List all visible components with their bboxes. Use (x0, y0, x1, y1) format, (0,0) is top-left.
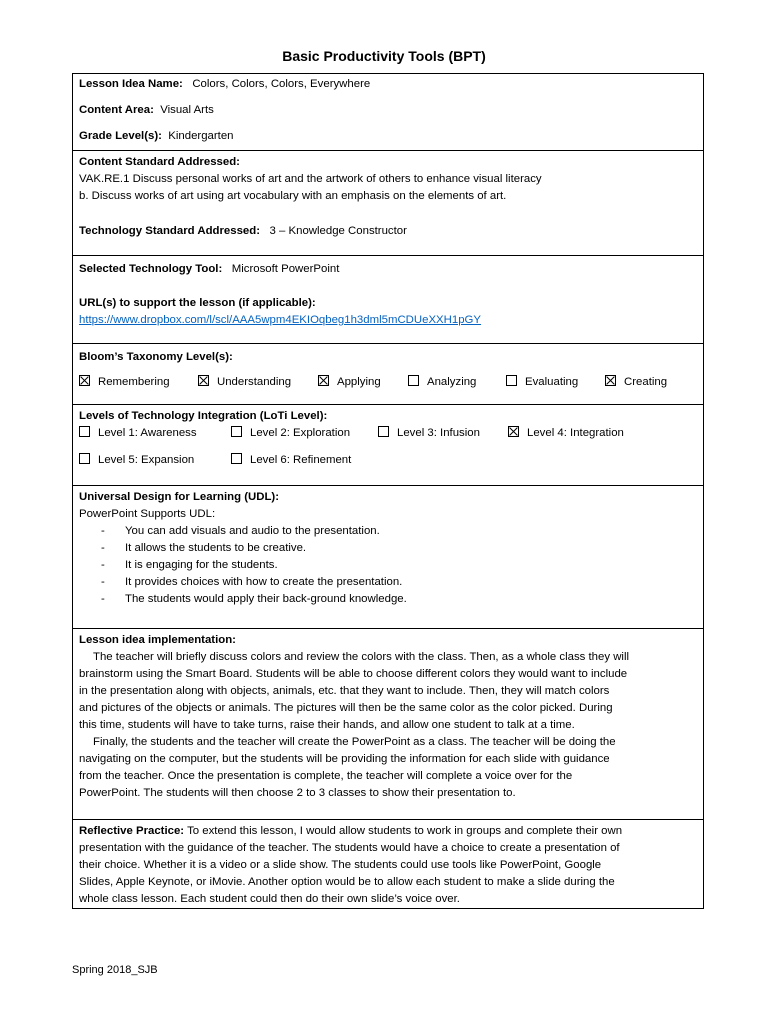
checkbox-icon[interactable] (318, 375, 329, 386)
document-title: Basic Productivity Tools (BPT) (282, 48, 486, 64)
content-standard-line-2: b. Discuss works of art using art vocabulary with an emphasis on the elements of art. (79, 190, 507, 202)
checkbox-icon[interactable] (408, 375, 419, 386)
loti-option-level-1[interactable]: Level 1: Awareness (79, 425, 231, 442)
loti-section (72, 405, 704, 486)
reflective-line: whole class lesson. Each student could then do their own slide’s voice over. (79, 893, 460, 905)
blooms-option-remembering[interactable]: Remembering (79, 374, 198, 391)
checkbox-icon[interactable] (378, 426, 389, 437)
bullet-dash: - (101, 576, 105, 588)
list-item: - It is engaging for the students. (79, 557, 697, 574)
udl-list (79, 523, 697, 608)
blooms-option-analyzing[interactable]: Analyzing (408, 374, 506, 391)
content-area-value: Visual Arts (160, 104, 214, 116)
loti-options-row-1 (79, 425, 697, 442)
implementation-p2-line: Finally, the students and the teacher will create the PowerPoint as a class. The teacher will be doing the (93, 736, 616, 748)
blooms-option-evaluating[interactable]: Evaluating (506, 374, 605, 391)
loti-label: Levels of Technology Integration (LoTi Level): (79, 410, 328, 422)
implementation-label: Lesson idea implementation: (79, 634, 236, 646)
content-standard-line-1: VAK.RE.1 Discuss personal works of art and the artwork of others to enhance visual literacy (79, 173, 542, 185)
loti-option-level-3[interactable]: Level 3: Infusion (378, 425, 508, 442)
implementation-p1-line: in the presentation along with objects, animals, etc. that they want to include. Then, they will match colors (79, 685, 610, 697)
checkbox-icon[interactable] (79, 375, 90, 386)
url-label: URL(s) to support the lesson (if applicable): (79, 297, 316, 309)
tool-section (72, 256, 704, 344)
content-area-label: Content Area: (79, 104, 154, 116)
blooms-option-understanding[interactable]: Understanding (198, 374, 318, 391)
tech-standard-label: Technology Standard Addressed: (79, 225, 261, 237)
tech-standard-value: 3 – Knowledge Constructor (269, 225, 407, 237)
reflective-line: presentation with the guidance of the teacher. The students would have a choice to create a presentation of (79, 842, 620, 854)
page-footer: Spring 2018_SJB (72, 964, 158, 976)
reflective-label: Reflective Practice: (79, 825, 185, 837)
implementation-p2-line: from the teacher. Once the presentation is complete, the teacher will complete a voice over for the (79, 770, 573, 782)
lesson-info-section (72, 74, 704, 151)
udl-section (72, 486, 704, 629)
grade-row (79, 128, 697, 145)
list-item: - It provides choices with how to create the presentation. (79, 574, 697, 591)
implementation-p2-line: PowerPoint. The students will then choose 2 to 3 classes to show their presentation to. (79, 787, 516, 799)
implementation-p1-line: The teacher will briefly discuss colors and review the colors with the class. Then, as a whole class they will (93, 651, 630, 663)
tool-value: Microsoft PowerPoint (231, 263, 340, 275)
udl-intro: PowerPoint Supports UDL: (79, 508, 216, 520)
list-item: - You can add visuals and audio to the presentation. (79, 523, 697, 540)
checkbox-icon[interactable] (231, 453, 242, 464)
reflective-section (72, 820, 704, 909)
loti-option-level-4[interactable]: Level 4: Integration (508, 425, 624, 442)
list-item: - The students would apply their back-ground knowledge. (79, 591, 697, 608)
blooms-option-creating[interactable]: Creating (605, 374, 667, 391)
checkbox-icon[interactable] (605, 375, 616, 386)
checkbox-icon[interactable] (506, 375, 517, 386)
lesson-plan-form (72, 73, 704, 909)
blooms-label: Bloom’s Taxonomy Level(s): (79, 351, 233, 363)
checkbox-icon[interactable] (508, 426, 519, 437)
reflective-line: Slides, Apple Keynote, or iMovie. Another option would be to allow each student to make a slide during the (79, 876, 615, 888)
checkbox-icon[interactable] (79, 426, 90, 437)
lesson-name-value: Colors, Colors, Colors, Everywhere (192, 78, 371, 90)
bullet-dash: - (101, 559, 105, 571)
list-item: - It allows the students to be creative. (79, 540, 697, 557)
implementation-p2-line: navigating on the computer, but the students will be providing the information for each slide with guidance (79, 753, 610, 765)
implementation-p1-line: and pictures of the objects or animals. The pictures will then be the same color as the color picked. During (79, 702, 613, 714)
implementation-p1-line: brainstorm using the Smart Board. Students will be able to choose different colors they would want to include (79, 668, 628, 680)
bullet-dash: - (101, 542, 105, 554)
blooms-option-applying[interactable]: Applying (318, 374, 408, 391)
tech-standard-row (79, 223, 697, 240)
tool-row (79, 261, 697, 278)
tool-label: Selected Technology Tool: (79, 263, 223, 275)
loti-option-level-6[interactable]: Level 6: Refinement (231, 452, 351, 469)
standards-section (72, 151, 704, 256)
loti-option-level-2[interactable]: Level 2: Exploration (231, 425, 378, 442)
lesson-url-link[interactable]: https://www.dropbox.com/l/scl/AAA5wpm4EKIOqbeg1h3dml5mCDUeXXH1pGY (79, 314, 482, 326)
lesson-name-row (79, 76, 697, 102)
loti-options-row-2 (79, 452, 697, 469)
content-area-row (79, 102, 697, 128)
implementation-section (72, 629, 704, 820)
blooms-section (72, 344, 704, 405)
checkbox-icon[interactable] (79, 453, 90, 464)
bullet-dash: - (101, 525, 105, 537)
content-standard-label: Content Standard Addressed: (79, 156, 240, 168)
udl-label: Universal Design for Learning (UDL): (79, 491, 279, 503)
lesson-name-label: Lesson Idea Name: (79, 78, 183, 90)
bullet-dash: - (101, 593, 105, 605)
blooms-options (79, 374, 697, 391)
checkbox-icon[interactable] (198, 375, 209, 386)
reflective-first-line: Reflective Practice: To extend this lesson, I would allow students to work in groups and complete their own (79, 825, 623, 837)
reflective-line: their choice. Whether it is a video or a slide show. The students could use tools like PowerPoint, Google (79, 859, 602, 871)
grade-label: Grade Level(s): (79, 130, 162, 142)
grade-value: Kindergarten (168, 130, 234, 142)
implementation-p1-line: this time, students will have to take turns, raise their hands, and allow one student to talk at a time. (79, 719, 575, 731)
loti-option-level-5[interactable]: Level 5: Expansion (79, 452, 231, 469)
checkbox-icon[interactable] (231, 426, 242, 437)
